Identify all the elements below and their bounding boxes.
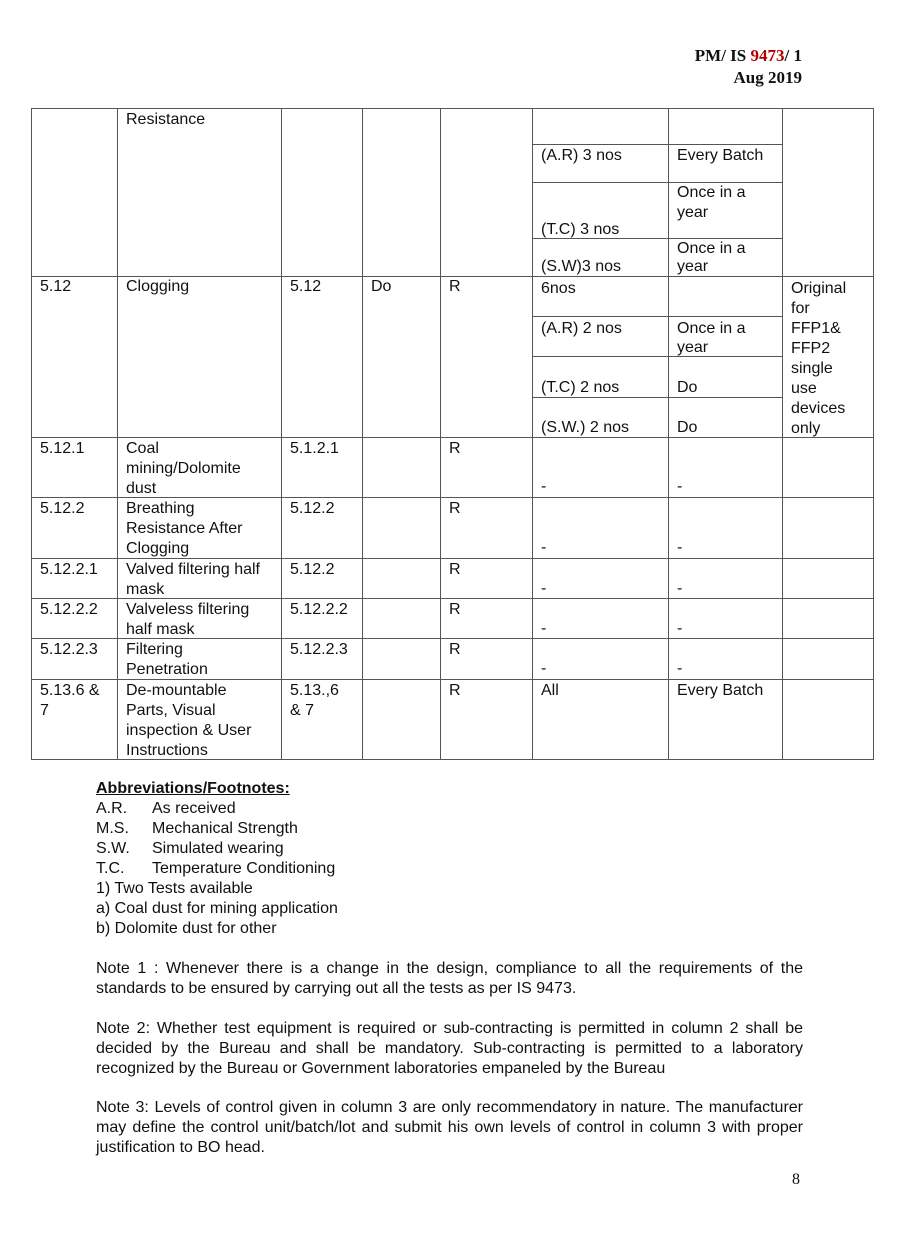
cell-samples: (T.C) 2 nos [541, 379, 620, 396]
cell-subcontract: R [449, 682, 461, 699]
cell-test-name: Clogging [126, 278, 190, 295]
cell-samples: (A.R) 2 nos [541, 320, 622, 337]
footnote-line: a) Coal dust for mining application [96, 900, 338, 917]
cell-samples: - [541, 539, 547, 556]
cell-frequency: Do [677, 379, 698, 396]
table-right-border [873, 108, 874, 760]
note-2: Note 2: Whether test equipment is required or sub-contracting is permitted in column 2 shall be decided by the Bureau and shall be mandatory. Sub-contracting is permitted to a laboratory recognized by the Bureau or Government laboratories empaneled by the Bureau [96, 1020, 803, 1077]
cell-subcontract: R [449, 601, 461, 618]
cell-clause: 5.12.2.2 [40, 601, 98, 618]
cell-clause: 5.12.2 [40, 500, 85, 517]
subrow-divider [532, 144, 783, 145]
abbreviation-item: M.S. Mechanical Strength [96, 820, 298, 837]
cell-frequency: Every Batch [677, 682, 764, 699]
cell-samples: - [541, 478, 547, 495]
table-top-border [31, 108, 874, 109]
doc-date: Aug 2019 [733, 68, 802, 87]
footnote-line: b) Dolomite dust for other [96, 920, 277, 937]
cell-subcontract: R [449, 440, 461, 457]
cell-subcontract: R [449, 278, 461, 295]
abbreviation-item: A.R. As received [96, 800, 236, 817]
cell-clause: 5.12.2.1 [40, 561, 98, 578]
subrow-divider [532, 316, 783, 317]
col-divider [31, 108, 32, 760]
note-1: Note 1 : Whenever there is a change in the design, compliance to all the requirements of the standards to be ensured by carrying out all the tests as per IS 9473. [96, 960, 803, 997]
cell-samples: All [541, 682, 559, 699]
cell-test-name: Valved filtering half mask [126, 561, 260, 598]
col-divider [440, 108, 441, 760]
cell-frequency: year [677, 258, 709, 275]
cell-clause: 5.13.6 & 7 [40, 682, 100, 719]
cell-reference: 5.12 [290, 278, 322, 295]
subrow-divider [532, 356, 783, 357]
cell-samples: (T.C) 3 nos [541, 221, 620, 238]
note-3: Note 3: Levels of control given in column 3 are only recommendatory in nature. The manufacturer may define the control unit/batch/lot and submit his own levels of control in column 3 with proper justification to BO head. [96, 1099, 803, 1156]
col-divider [532, 108, 533, 760]
cell-clause: 5.12.1 [40, 440, 85, 457]
cell-reference: 5.1.2.1 [290, 440, 339, 457]
cell-test-name: De-mountable Parts, Visual inspection & User Instructions [126, 682, 252, 759]
cell-samples: 6nos [541, 280, 576, 297]
cell-subcontract: R [449, 641, 461, 658]
cell-clause: 5.12.2.3 [40, 641, 98, 658]
cell-samples: - [541, 580, 547, 597]
col-divider [782, 108, 783, 760]
cell-samples: (A.R) 3 nos [541, 147, 622, 164]
page-number: 8 [792, 1171, 800, 1188]
cell-test-name: Resistance [126, 111, 206, 128]
footnotes-title: Abbreviations/Footnotes: [96, 780, 290, 797]
cell-samples: (S.W)3 nos [541, 258, 622, 275]
col-divider [281, 108, 282, 760]
cell-frequency: year [677, 339, 709, 356]
cell-samples: (S.W.) 2 nos [541, 419, 630, 436]
cell-subcontract: R [449, 500, 461, 517]
cell-reference: 5.12.2 [290, 500, 335, 517]
cell-test-name: Filtering Penetration [126, 641, 208, 678]
footnote-line: 1) Two Tests available [96, 880, 253, 897]
cell-subcontract: R [449, 561, 461, 578]
col-divider [117, 108, 118, 760]
cell-test-name: Breathing Resistance After Clogging [126, 500, 243, 557]
cell-frequency: - [677, 539, 683, 556]
doc-id: PM/ IS 9473/ 1 [694, 46, 802, 65]
cell-frequency: Once in a [677, 184, 746, 201]
abbreviation-item: T.C. Temperature Conditioning [96, 860, 336, 877]
row-divider [31, 437, 874, 438]
cell-samples: - [541, 620, 547, 637]
cell-frequency: Once in a [677, 240, 746, 257]
footnotes [96, 779, 338, 939]
cell-remarks: Original for FFP1& FFP2 single use devices only [791, 280, 847, 437]
cell-reference: 5.12.2.3 [290, 641, 348, 658]
cell-frequency: - [677, 580, 683, 597]
cell-test-name: Valveless filtering half mask [126, 601, 250, 638]
cell-reference: 5.12.2 [290, 561, 335, 578]
cell-frequency: year [677, 204, 709, 221]
cell-test-name: Coal mining/Dolomite dust [126, 440, 241, 497]
cell-frequency: Do [677, 419, 698, 436]
cell-frequency: - [677, 660, 683, 677]
col-divider [362, 108, 363, 760]
cell-frequency: Once in a [677, 320, 746, 337]
col-divider [668, 108, 669, 760]
cell-equipment: Do [371, 278, 392, 295]
cell-samples: - [541, 660, 547, 677]
abbreviation-item: S.W. Simulated wearing [96, 840, 284, 857]
doc-number: 9473 [750, 46, 785, 65]
cell-frequency: - [677, 620, 683, 637]
cell-frequency: Every Batch [677, 147, 764, 164]
cell-reference: 5.13.,6 & 7 [290, 682, 339, 719]
cell-clause: 5.12 [40, 278, 72, 295]
cell-reference: 5.12.2.2 [290, 601, 348, 618]
cell-frequency: - [677, 478, 683, 495]
